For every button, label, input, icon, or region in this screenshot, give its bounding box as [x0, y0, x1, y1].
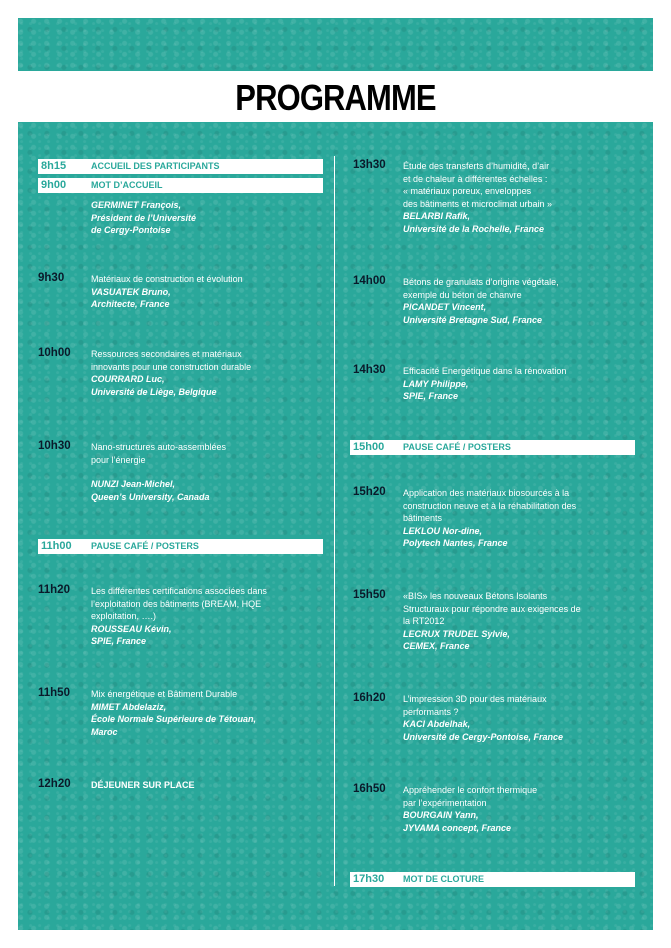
- schedule-time: 14h30: [353, 364, 386, 376]
- speaker: COURRARD Luc, Université de Liège, Belgique: [91, 374, 217, 397]
- schedule-time: 8h15: [41, 160, 67, 172]
- schedule-label: MOT DE CLOTURE: [403, 874, 484, 884]
- talk-title: Les différentes certifications associées dans l’exploitation des bâtiments (BREAM, HQE exploitation, ….): [91, 586, 267, 621]
- speaker: KACI Abdelhak, Université de Cergy-Pontoise, France: [403, 719, 564, 742]
- speaker: PICANDET Vincent, Université Bretagne Sud, France: [403, 302, 543, 325]
- talk-title: «BIS» les nouveaux Bétons Isolants Structuraux pour répondre aux exigences de la RT2012: [403, 591, 581, 626]
- speaker: LEKLOU Nor-dine, Polytech Nantes, France: [403, 525, 508, 548]
- schedule-time: 11h50: [38, 687, 70, 699]
- schedule-time: 17h30: [353, 873, 385, 885]
- talk-title: Efficacité Energétique dans la rénovation: [403, 366, 567, 376]
- column-divider: [334, 156, 335, 886]
- speaker: LECRUX TRUDEL Sylvie, CEMEX, France: [403, 628, 510, 651]
- speaker: VASUATEK Bruno, Architecte, France: [91, 286, 171, 309]
- schedule-label: MOT D’ACCUEIL: [91, 180, 163, 190]
- schedule-time: 16h20: [353, 692, 386, 704]
- schedule-time: 12h20: [38, 778, 71, 790]
- talk-title: Nano-structures auto-assemblées pour l’énergie: [91, 442, 227, 465]
- schedule-time: 15h00: [353, 441, 385, 453]
- schedule-time: 10h30: [38, 440, 71, 452]
- talk-title: Matériaux de construction et évolution: [91, 274, 243, 284]
- schedule-label: PAUSE CAFÉ / POSTERS: [91, 541, 199, 551]
- speaker: GERMINET François, Président de l’Université de Cergy-Pontoise: [91, 200, 197, 235]
- schedule-label: ACCUEIL DES PARTICIPANTS: [91, 161, 220, 171]
- talk-title: Étude des transferts d’humidité, d’air et de chaleur à différentes échelles : « matériaux poreux, enveloppes des bâtiments et microclimat urbain »: [403, 161, 553, 209]
- page-title: PROGRAMME: [235, 77, 436, 118]
- top-banner: [18, 18, 653, 71]
- talk-title: Bétons de granulats d’origine végétale, exemple du béton de chanvre: [403, 277, 559, 300]
- talk-title: Mix énergétique et Bâtiment Durable: [91, 689, 238, 699]
- speaker: BELARBI Rafik, Université de la Rochelle, France: [403, 211, 545, 234]
- schedule-label: PAUSE CAFÉ / POSTERS: [403, 442, 511, 452]
- schedule-time: 15h50: [353, 589, 386, 601]
- schedule-time: 11h00: [41, 540, 72, 552]
- schedule-time: 14h00: [353, 275, 386, 287]
- speaker: LAMY Philippe, SPIE, France: [403, 378, 469, 401]
- schedule-bar-15h00: [350, 440, 635, 455]
- schedule-time: 11h20: [38, 584, 70, 596]
- schedule-time: 9h00: [41, 179, 67, 191]
- schedule-label: DÉJEUNER SUR PLACE: [91, 780, 195, 790]
- schedule-bar-9h00: [38, 178, 323, 193]
- schedule-time: 10h00: [38, 347, 71, 359]
- speaker: MIMET Abdelaziz, École Normale Supérieure de Tétouan, Maroc: [91, 701, 257, 737]
- speaker: ROUSSEAU Kévin, SPIE, France: [91, 623, 172, 646]
- speaker: BOURGAIN Yann, JYVAMA concept, France: [403, 810, 512, 833]
- talk-title: Ressources secondaires et matériaux innovants pour une construction durable: [91, 349, 252, 372]
- talk-title: Application des matériaux biosourcés à la construction neuve et à la réhabilitation des bâtiments: [403, 488, 577, 523]
- speaker: NUNZI Jean-Michel, Queen’s University, Canada: [91, 479, 210, 502]
- schedule-bar-8h15: [38, 159, 323, 174]
- schedule-bar-17h30: [350, 872, 635, 887]
- schedule-time: 15h20: [353, 486, 386, 498]
- schedule-time: 16h50: [353, 783, 386, 795]
- schedule-time: 13h30: [353, 159, 386, 171]
- talk-title: L’impression 3D pour des matériaux performants ?: [403, 694, 547, 717]
- schedule-time: 9h30: [38, 272, 65, 284]
- schedule-bar-11h00: [38, 539, 323, 554]
- talk-title: Appréhender le confort thermique par l’expérimentation: [403, 785, 538, 808]
